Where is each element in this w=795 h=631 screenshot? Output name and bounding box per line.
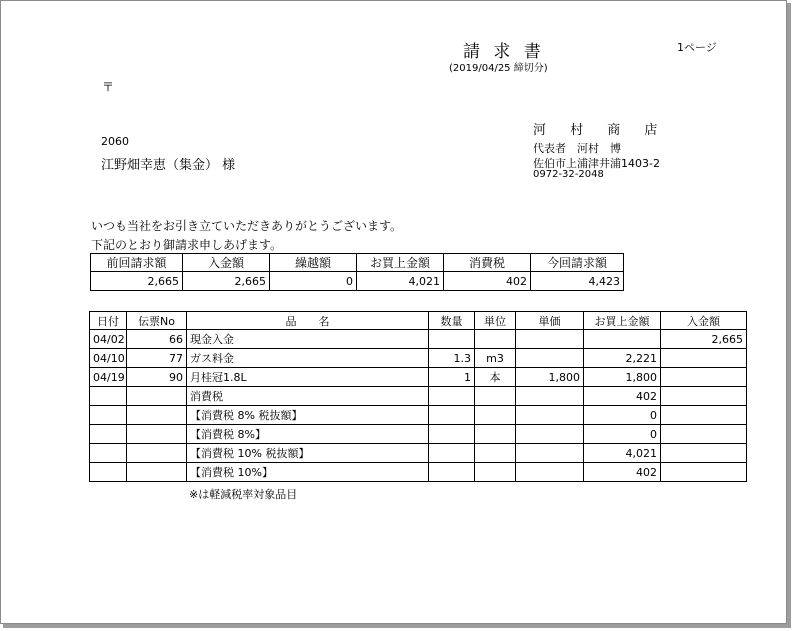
detail-unit	[475, 406, 516, 425]
detail-qty	[429, 387, 475, 406]
detail-unit: m3	[475, 349, 516, 368]
detail-header-unit: 単位	[475, 312, 516, 330]
detail-amount: 2,221	[584, 349, 661, 368]
detail-unit	[475, 463, 516, 482]
detail-unit-price: 1,800	[516, 368, 584, 387]
detail-payment	[661, 444, 747, 463]
detail-payment	[661, 387, 747, 406]
page-number: 1ページ	[677, 41, 717, 54]
detail-amount: 402	[584, 387, 661, 406]
request-line: 下記のとおり御請求申しあげます。	[91, 238, 283, 252]
detail-amount	[584, 330, 661, 349]
customer-name: 江野畑幸恵（集金） 様	[101, 158, 236, 173]
summary-header: 今回請求額	[531, 254, 624, 272]
detail-header-qty: 数量	[429, 312, 475, 330]
summary-header: お買上金額	[357, 254, 444, 272]
summary-header: 入金額	[183, 254, 270, 272]
detail-date	[90, 444, 127, 463]
detail-qty	[429, 444, 475, 463]
detail-row	[90, 444, 747, 463]
detail-qty: 1.3	[429, 349, 475, 368]
detail-header-item: 品 名	[187, 312, 429, 330]
detail-item-name: 現金入金	[187, 330, 429, 349]
detail-slip-no	[127, 425, 187, 444]
postal-mark: 〒	[102, 80, 115, 94]
detail-slip-no: 90	[127, 368, 187, 387]
detail-slip-no	[127, 387, 187, 406]
detail-payment	[661, 425, 747, 444]
detail-unit: 本	[475, 368, 516, 387]
detail-item-name: 【消費税 10% 税抜額】	[187, 444, 429, 463]
store-address: 佐伯市上浦津井浦1403-2	[533, 157, 660, 170]
detail-slip-no: 77	[127, 349, 187, 368]
detail-date	[90, 387, 127, 406]
detail-header-slip: 伝票No	[127, 312, 187, 330]
detail-item-name: 【消費税 8%】	[187, 425, 429, 444]
detail-unit-price	[516, 330, 584, 349]
purchase-amount: 4,021	[357, 272, 444, 291]
detail-row	[90, 349, 747, 368]
summary-header: 消費税	[444, 254, 531, 272]
detail-date: 04/10	[90, 349, 127, 368]
detail-slip-no	[127, 406, 187, 425]
summary-table	[90, 253, 624, 291]
customer-number: 2060	[101, 135, 129, 148]
detail-item-name: 【消費税 10%】	[187, 463, 429, 482]
detail-amount: 402	[584, 463, 661, 482]
detail-qty	[429, 425, 475, 444]
detail-slip-no	[127, 463, 187, 482]
detail-payment	[661, 368, 747, 387]
page-shadow-bottom	[3, 624, 791, 628]
detail-amount: 1,800	[584, 368, 661, 387]
summary-header: 繰越額	[270, 254, 357, 272]
greeting-line: いつも当社をお引き立ていただきありがとうございます。	[91, 219, 403, 233]
detail-date	[90, 463, 127, 482]
detail-unit-price	[516, 463, 584, 482]
detail-item-name: 【消費税 8% 税抜額】	[187, 406, 429, 425]
invoice-title: 請 求 書	[463, 42, 545, 62]
detail-date: 04/02	[90, 330, 127, 349]
detail-header-amount: お買上金額	[584, 312, 661, 330]
detail-header-date: 日付	[90, 312, 127, 330]
detail-row	[90, 387, 747, 406]
billing-period: (2019/04/25 締切分)	[449, 63, 548, 74]
detail-header-payment: 入金額	[661, 312, 747, 330]
summary-header: 前回請求額	[91, 254, 183, 272]
detail-qty	[429, 406, 475, 425]
detail-item-name: 消費税	[187, 387, 429, 406]
previous-balance: 2,665	[91, 272, 183, 291]
summary-value-row	[91, 272, 624, 291]
detail-item-name: 月桂冠1.8L	[187, 368, 429, 387]
detail-table	[89, 311, 747, 482]
detail-payment: 2,665	[661, 330, 747, 349]
detail-amount: 4,021	[584, 444, 661, 463]
detail-row	[90, 368, 747, 387]
detail-date	[90, 406, 127, 425]
detail-unit	[475, 444, 516, 463]
detail-date: 04/19	[90, 368, 127, 387]
detail-row	[90, 406, 747, 425]
detail-row	[90, 463, 747, 482]
page-shadow-right	[787, 3, 791, 627]
detail-header-row	[90, 312, 747, 330]
detail-qty	[429, 330, 475, 349]
detail-qty	[429, 463, 475, 482]
store-name: 河 村 商 店	[533, 123, 668, 138]
detail-header-price: 単価	[516, 312, 584, 330]
detail-qty: 1	[429, 368, 475, 387]
detail-amount: 0	[584, 406, 661, 425]
detail-payment	[661, 406, 747, 425]
detail-unit-price	[516, 349, 584, 368]
detail-slip-no: 66	[127, 330, 187, 349]
summary-header-row	[91, 254, 624, 272]
payment-received: 2,665	[183, 272, 270, 291]
detail-unit	[475, 330, 516, 349]
current-billing: 4,423	[531, 272, 624, 291]
detail-row	[90, 330, 747, 349]
detail-unit-price	[516, 444, 584, 463]
carried-forward: 0	[270, 272, 357, 291]
detail-item-name: ガス料金	[187, 349, 429, 368]
consumption-tax: 402	[444, 272, 531, 291]
detail-date	[90, 425, 127, 444]
store-representative: 代表者 河村 博	[533, 142, 621, 155]
detail-unit	[475, 387, 516, 406]
detail-unit-price	[516, 387, 584, 406]
detail-slip-no	[127, 444, 187, 463]
store-phone: 0972-32-2048	[533, 169, 604, 180]
detail-payment	[661, 463, 747, 482]
detail-row	[90, 425, 747, 444]
detail-amount: 0	[584, 425, 661, 444]
reduced-tax-note: ※は軽減税率対象品目	[189, 488, 298, 501]
detail-unit-price	[516, 406, 584, 425]
detail-unit	[475, 425, 516, 444]
detail-unit-price	[516, 425, 584, 444]
detail-payment	[661, 349, 747, 368]
